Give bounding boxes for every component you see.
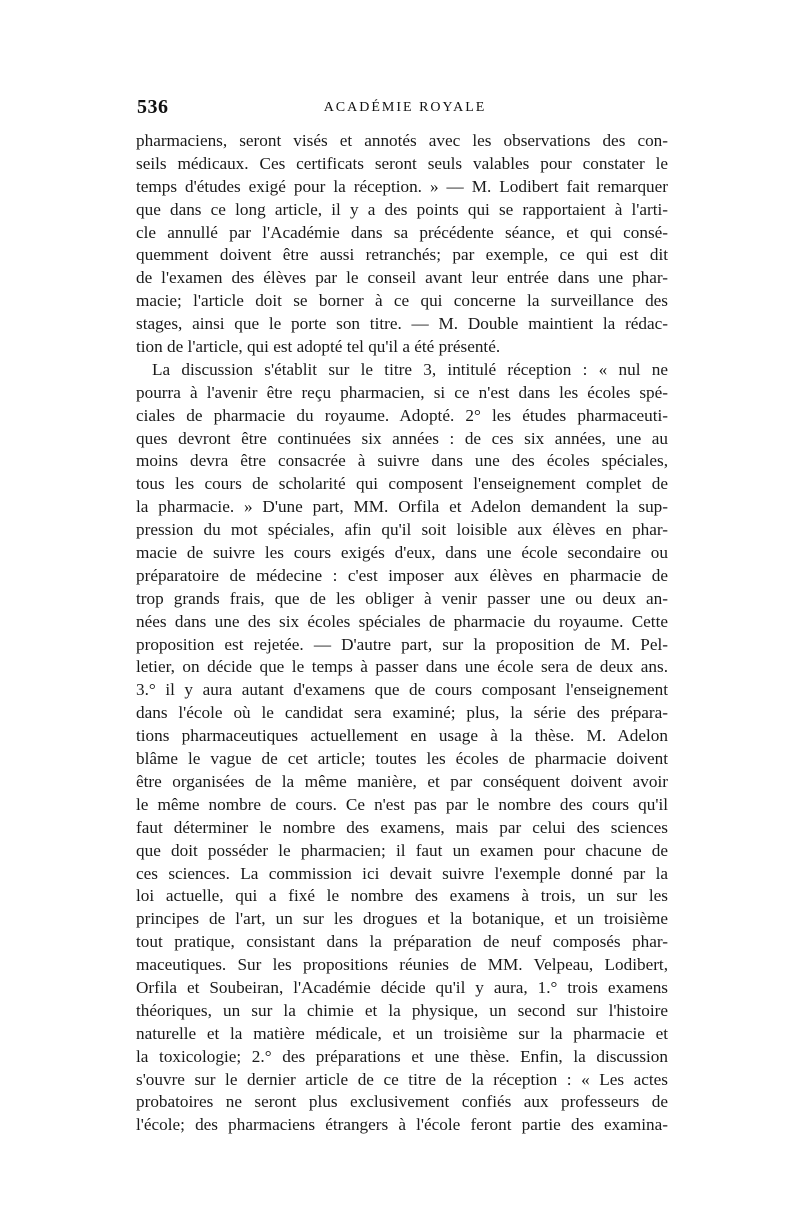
text-line: tion de l'article, qui est adopté tel qu'il a été présenté. [136,337,501,357]
text-line: macie; l'article doit se borner à ce qui concerne la surveillance des [136,291,668,311]
text-line: moins devra être consacrée à suivre dans une des écoles spéciales, [136,451,668,471]
text-line: maceutiques. Sur les propositions réunies de MM. Velpeau, Lodibert, [136,955,668,975]
text-line: tout pratique, consistant dans la préparation de neuf composés phar- [136,932,668,952]
text-line: de l'examen des élèves par le conseil avant leur entrée dans une phar- [136,268,668,288]
text-line: la toxicologie; 2.° des préparations et une thèse. Enfin, la discussion [136,1046,668,1066]
text-line: proposition est rejetée. — D'autre part, sur la proposition de M. Pel- [136,634,668,654]
text-line: principes de l'art, un sur les drogues et la botanique, et un troisième [136,909,668,929]
text-line: s'ouvre sur le dernier article de ce titre de la réception : « Les actes [136,1069,668,1089]
text-line: La discussion s'établit sur le titre 3, intitulé réception : « nul ne [152,359,668,379]
text-line: naturelle et la matière médicale, et un troisième sur la pharmacie et [136,1023,668,1043]
text-line: quemment doivent être aussi retranchés; par exemple, ce qui est dit [136,245,668,265]
text-line: macie de suivre les cours exigés d'eux, dans une école secondaire ou [136,543,668,563]
text-line: pourra à l'avenir être reçu pharmacien, si ce n'est dans les écoles spé- [136,382,668,402]
text-line: faut déterminer le nombre des examens, mais par celui des sciences [136,817,668,837]
text-line: stages, ainsi que le porte son titre. — M. Double maintient la rédac- [136,314,668,334]
text-line: trop grands frais, que de les obliger à venir passer une ou deux an- [136,588,668,608]
text-line: letier, on décide que le temps à passer dans une école sera de deux ans. [136,657,668,677]
text-line: le même nombre de cours. Ce n'est pas par le nombre des cours qu'il [136,794,668,814]
text-line: ciales de pharmacie du royaume. Adopté. 2° les études pharmaceuti- [136,405,668,425]
text-line: 3.° il y aura autant d'examens que de cours composant l'enseignement [136,680,668,700]
text-line: pharmaciens, seront visés et annotés avec les observations des con- [136,131,668,150]
text-line: cle annullé par l'Académie dans sa précédente séance, et qui consé- [136,222,668,242]
text-line: tous les cours de scholarité qui composent l'enseignement complet de [136,474,668,494]
text-line: probatoires ne seront plus exclusivement confiés aux professeurs de [136,1092,668,1112]
text-line: Orfila et Soubeiran, l'Académie décide qu'il y aura, 1.° trois examens [136,977,668,997]
text-line: ces sciences. La commission ici devait suivre l'exemple donné par la [136,863,668,883]
text-line: que dans ce long article, il y a des points qui se rapportaient à l'arti- [136,199,668,219]
text-line: seils médicaux. Ces certificats seront seuls valables pour constater le [136,153,668,173]
body-text [136,130,668,1137]
text-line: être organisées de la même manière, et par conséquent doivent avoir [136,771,668,791]
text-line: nées dans une des six écoles spéciales de pharmacie du royaume. Cette [136,611,668,631]
text-line: ques devront être continuées six années : de ces six années, une au [136,428,668,448]
running-head: ACADÉMIE ROYALE [323,100,487,115]
text-line: temps d'études exigé pour la réception. » — M. Lodibert fait remarquer [136,176,668,196]
page-header [137,96,673,120]
text-line: l'école; des pharmaciens étrangers à l'école feront partie des examina- [136,1115,668,1135]
text-line: blâme le vague de cet article; toutes les écoles de pharmacie doivent [136,749,668,769]
text-line: que doit posséder le pharmacien; il faut un examen pour chacune de [136,840,668,860]
text-line: préparatoire de médecine : c'est imposer aux élèves en pharmacie de [136,565,668,585]
page-number: 536 [137,96,169,118]
text-line: théoriques, un sur la chimie et la physique, un second sur l'histoire [136,1000,668,1020]
text-line: dans l'école où le candidat sera examiné; plus, la série des prépara- [136,703,668,723]
text-line: la pharmacie. » D'une part, MM. Orfila et Adelon demandent la sup- [136,497,668,517]
text-line: tions pharmaceutiques actuellement en usage à la thèse. M. Adelon [136,726,668,746]
text-line: pression du mot spéciales, afin qu'il soit loisible aux élèves en phar- [136,520,668,540]
text-line: loi actuelle, qui a fixé le nombre des examens à trois, un sur les [136,886,668,906]
